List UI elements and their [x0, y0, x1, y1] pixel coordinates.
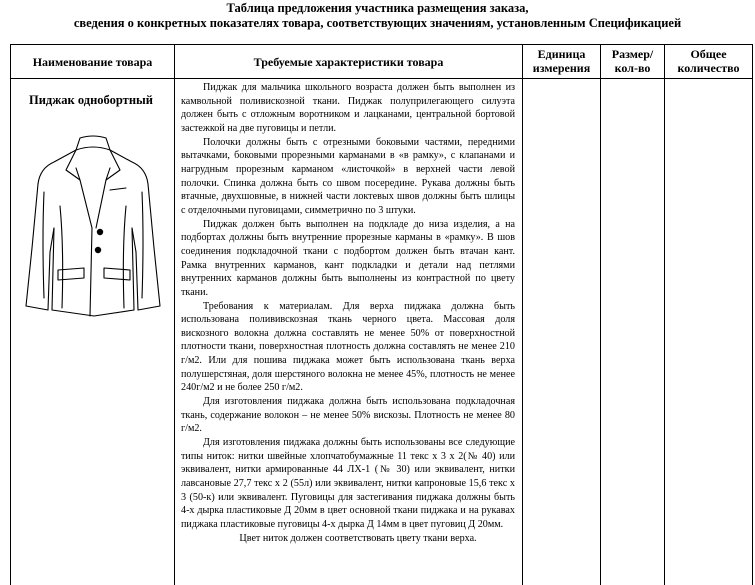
table-title: Таблица предложения участника размещения заказа,	[226, 1, 529, 15]
requirement-paragraph: Для изготовления пиджака должны быть использованы все следующие типы ниток: нитки швейные хлопчатобумажные 11 текс х 3 х 2(№ 40) или эквивалент, нитки армированные 44 ЛХ-1 (№ 30) или эквивалент, нитки лавсановые 27,7 текс х 2 (55л) или эквивалент, нитки капроновые 15,6 текс х 3 (50-к) или эквивалент. Пуговицы для застегивания пиджака должны быть 4-х дырка пластиковые Д 20мм в цвет основной ткани пиджака и на рукавах пиджака пластиковые пуговицы 4-х дырка Д 14мм в цвет пуговиц Д 20мм.	[181, 437, 515, 530]
header-size-line2: кол-во	[614, 61, 651, 75]
header-unit-line1: Единица	[537, 47, 586, 61]
header-total-line2: количество	[677, 61, 740, 75]
header-size-line1: Размер/	[611, 47, 654, 61]
header-size	[601, 47, 664, 75]
header-total-line1: Общее	[690, 47, 727, 61]
header-product-name: Наименование товара	[32, 55, 153, 69]
requirement-paragraph: Пиджак должен быть выполнен на подкладе до низа изделия, а на подбортах должны быть внутренние прорезные карманы в «рамку». В шов соединения подкладочной ткани с подбортом должен быть втачан кант. Рамка внутренних карманов, кант подкладки и детали над петлями внутренних карманов должны быть выполнены из контрастной по цвету ткани.	[181, 218, 515, 298]
requirements-text	[181, 81, 515, 545]
requirement-paragraph: Для изготовления пиджака должна быть использована подкладочная ткань, содержание волокон – не менее 50% вискозы. Плотность не менее 80 г/м2.	[181, 396, 515, 435]
header-requirements: Требуемые характеристики товара	[253, 55, 444, 69]
requirement-paragraph: Требования к материалам. Для верха пиджака должна быть использована полививскозная ткань черного цвета. Массовая доля вискозного волокна должна составлять не менее 50% от поверхностной плотности ткани, поверхностная плотность должна составлять не менее 210 г/м2. Или для пошива пиджака может быть использована ткань верха полушерстяная, доля шерстяного волокна не менее 45%, плотность не менее 240г/м2 и не более 250 г/м2.	[181, 300, 515, 394]
table-subtitle: сведения о конкретных показателях товара, соответствующих значениям, установленным Спецификацией	[73, 16, 682, 30]
requirement-paragraph: Цвет ниток должен соответствовать цвету ткани верха.	[239, 532, 477, 544]
requirement-paragraph: Пиджак для мальчика школьного возраста должен быть выполнен из камвольной поливискозной ткани. Пиджак полуприлегающего силуэта должен быть с отложным воротником и лацканами, центральной бортовой застежкой на две пуговицы и петли.	[181, 82, 515, 134]
header-total	[665, 47, 752, 75]
product-name: Пиджак однобортный	[29, 93, 153, 107]
header-unit	[523, 47, 600, 75]
jacket-icon	[18, 128, 168, 324]
requirement-paragraph: Полочки должны быть с отрезными боковыми частями, передними вытачками, боковыми прорезными карманами в «в рамку», с клапанами и нагрудным прорезным карманом «листочкой» в верхней части левой полочки. Спинка должна быть со швом посередине. Рукава должны быть втачные, двухшовные, в нижней части локтевых швов должны быть шлицы с отделочными пуговицами, симметрично по 3 штуки.	[181, 136, 515, 216]
header-unit-line2: измерения	[532, 61, 591, 75]
